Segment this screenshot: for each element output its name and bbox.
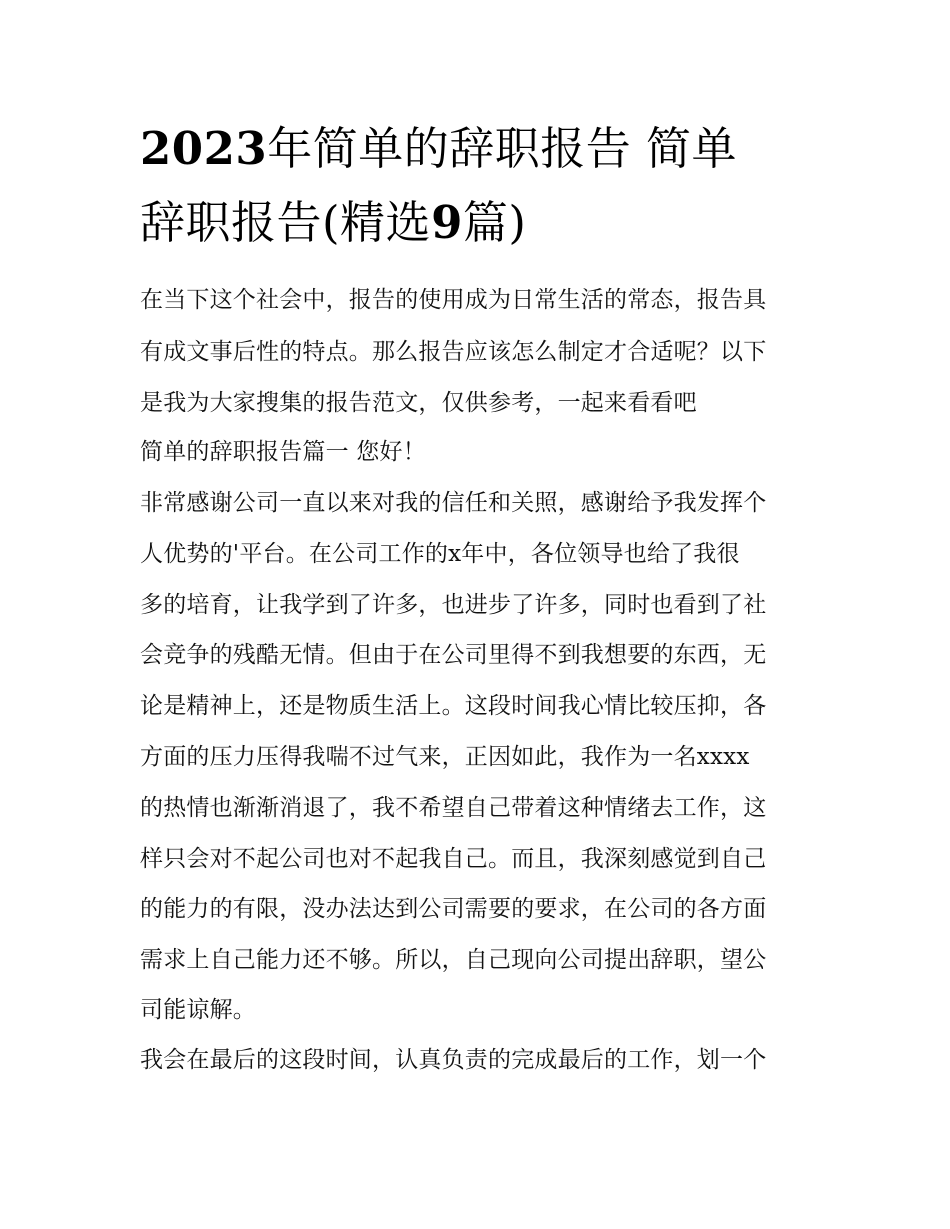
text-line: 的能力的有限，没办法达到公司需要的要求，在公司的各方面 <box>140 896 767 922</box>
text-line: 是我为大家搜集的报告范文，仅供参考，一起来看看吧 <box>140 390 697 416</box>
text-line: 司能谅解。 <box>140 997 256 1023</box>
text-line: 有成文事后性的特点。那么报告应该怎么制定才合适呢？以下 <box>140 339 767 365</box>
text-line: 人优势的'平台。在公司工作的x年中，各位领导也给了我很 <box>140 541 740 567</box>
text-line: 论是精神上，还是物质生活上。这段时间我心情比较压抑，各 <box>140 693 767 719</box>
title-line-2: 辞职报告(精选9篇) <box>140 196 527 249</box>
text-line: 样只会对不起公司也对不起我自己。而且，我深刻感觉到自己 <box>140 846 767 872</box>
section-heading-line: 简单的辞职报告篇一 您好！ <box>140 439 426 465</box>
text-line: 在当下这个社会中，报告的使用成为日常生活的常态，报告具 <box>140 287 767 313</box>
text-line: 方面的压力压得我喘不过气来，正因如此，我作为一名xxxx <box>140 744 750 770</box>
text-line: 非常感谢公司一直以来对我的信任和关照，感谢给予我发挥个 <box>140 490 767 516</box>
text-line: 需求上自己能力还不够。所以，自己现向公司提出辞职，望公 <box>140 947 767 973</box>
document-title <box>140 112 820 260</box>
text-line: 的热情也渐渐消退了，我不希望自己带着这种情绪去工作，这 <box>140 795 767 821</box>
title-line-1: 2023年简单的辞职报告 简单 <box>140 122 738 175</box>
text-line: 我会在最后的这段时间，认真负责的完成最后的工作，划一个 <box>140 1047 767 1073</box>
text-line: 多的培育，让我学到了许多，也进步了许多，同时也看到了社 <box>140 592 767 618</box>
text-line: 会竞争的残酷无情。但由于在公司里得不到我想要的东西，无 <box>140 642 767 668</box>
